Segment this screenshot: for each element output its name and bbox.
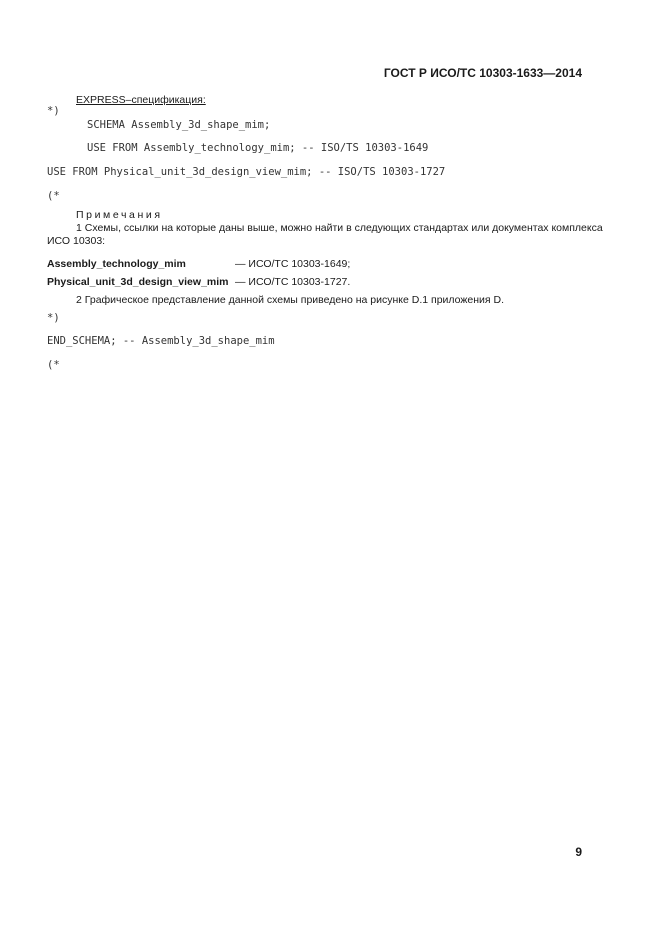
code-use-from-1: USE FROM Assembly_technology_mim; -- ISO/TS 10303-1649 [87,142,429,154]
code-comment-open: (* [47,359,60,371]
page-number: 9 [575,845,582,859]
code-comment-close: *) [47,105,60,117]
code-comment-close: *) [47,312,60,324]
ref-name: Assembly_technology_mim [47,258,186,270]
note1-line1: 1 Схемы, ссылки на которые даны выше, можно найти в следующих стандартах или документах комплекса [76,222,603,234]
ref-value: — ИСО/ТС 10303-1727. [235,276,351,288]
ref-value: — ИСО/ТС 10303-1649; [235,258,351,270]
code-end-schema: END_SCHEMA; -- Assembly_3d_shape_mim [47,335,275,347]
code-schema-line: SCHEMA Assembly_3d_shape_mim; [87,119,271,131]
ref-name: Physical_unit_3d_design_view_mim [47,276,229,288]
code-use-from-2: USE FROM Physical_unit_3d_design_view_mim; -- ISO/TS 10303-1727 [47,166,446,178]
express-label: EXPRESS–спецификация: [76,94,206,106]
document-header: ГОСТ Р ИСО/ТС 10303-1633—2014 [383,66,582,80]
note2: 2 Графическое представление данной схемы приведено на рисунке D.1 приложения D. [76,294,505,306]
code-comment-open: (* [47,190,60,202]
notes-heading: Примечания [76,209,163,221]
note1-line2: ИСО 10303: [47,235,106,247]
